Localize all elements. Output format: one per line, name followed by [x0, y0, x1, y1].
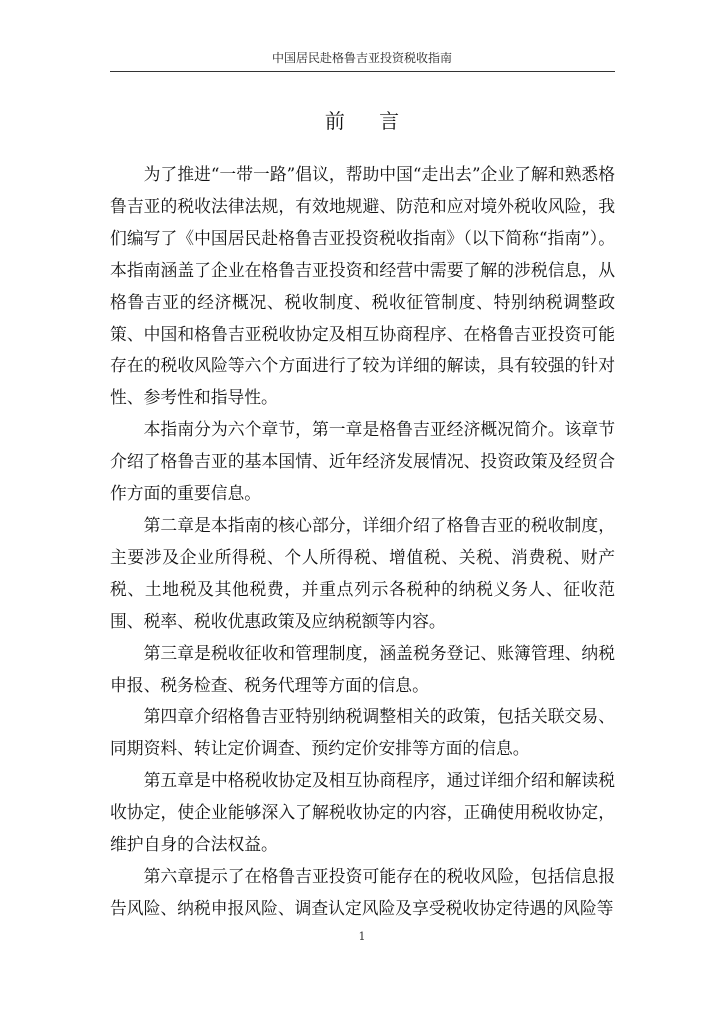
paragraph-chapter-1: 本指南分为六个章节，第一章是格鲁吉亚经济概况简介。该章节介绍了格鲁吉亚的基本国情、近年经济发展情况、投资政策及经贸合作方面的重要信息。 — [110, 419, 615, 504]
page-number: 1 — [358, 930, 366, 943]
paragraph-chapter-6: 第六章提示了在格鲁吉亚投资可能存在的税收风险，包括信息报告风险、纳税申报风险、调查认定风险及享受税收协定待遇的风险等 — [110, 865, 615, 918]
paragraph-chapter-3: 第三章是税收征收和管理制度，涵盖税务登记、账簿管理、纳税申报、税务检查、税务代理等方面的信息。 — [110, 642, 615, 695]
paragraph-chapter-5: 第五章是中格税收协定及相互协商程序，通过详细介绍和解读税收协定，使企业能够深入了解税收协定的内容，正确使用税收协定，维护自身的合法权益。 — [110, 770, 615, 855]
paragraph-chapter-4: 第四章介绍格鲁吉亚特别纳税调整相关的政策，包括关联交易、同期资料、转让定价调查、预约定价安排等方面的信息。 — [110, 706, 615, 759]
page-title: 前 言 — [324, 109, 414, 133]
header-rule — [110, 71, 615, 72]
body-text — [110, 159, 615, 925]
running-header: 中国居民赴格鲁吉亚投资税收指南 — [271, 51, 452, 65]
paragraph-chapter-2: 第二章是本指南的核心部分，详细介绍了格鲁吉亚的税收制度，主要涉及企业所得税、个人所得税、增值税、关税、消费税、财产税、土地税及其他税费，并重点列示各税种的纳税义务人、征收范围、税率、税收优惠政策及应纳税额等内容。 — [110, 514, 615, 631]
paragraph-intro: 为了推进“一带一路”倡议，帮助中国“走出去”企业了解和熟悉格鲁吉亚的税收法律法规，有效地规避、防范和应对境外税收风险，我们编写了《中国居民赴格鲁吉亚投资税收指南》（以下简称“指南”）。本指南涵盖了企业在格鲁吉亚投资和经营中需要了解的涉税信息，从格鲁吉亚的经济概况、税收制度、税收征管制度、特别纳税调整政策、中国和格鲁吉亚税收协定及相互协商程序、在格鲁吉亚投资可能存在的税收风险等六个方面进行了较为详细的解读，具有较强的针对性、参考性和指导性。 — [110, 164, 615, 408]
